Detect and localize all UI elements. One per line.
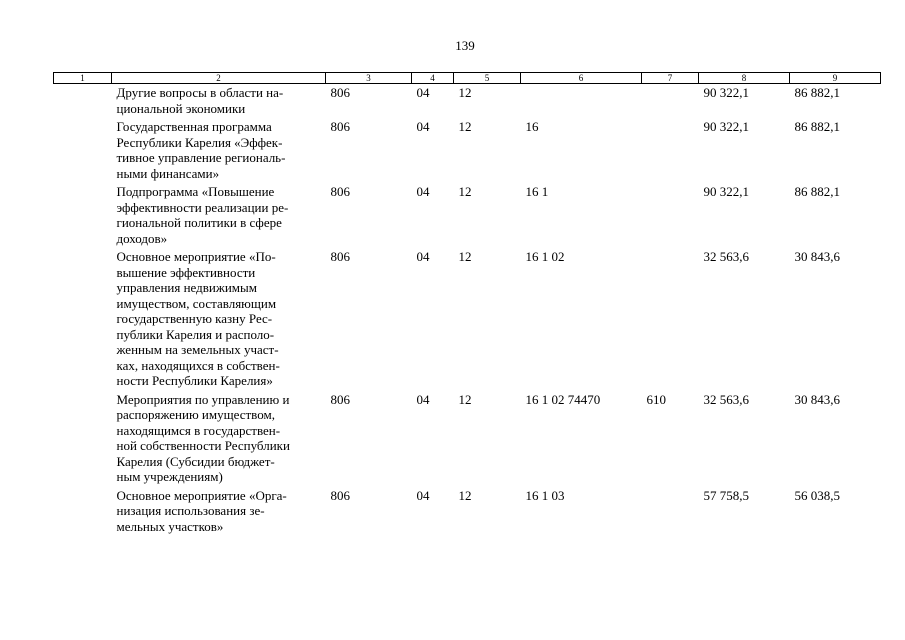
item-name-cell — [112, 487, 326, 537]
table-row — [54, 118, 881, 183]
subsection-code-cell: 12 — [458, 85, 472, 100]
section-code-cell: 04 — [416, 184, 430, 199]
expense-type-cell — [642, 118, 699, 183]
item-name-line: Мероприятия по управлению и — [116, 391, 290, 407]
item-name-line: мельных участков» — [116, 518, 224, 534]
section-code-cell: 04 — [416, 391, 430, 407]
item-name-line: публики Карелия и располо- — [116, 326, 275, 342]
item-name-line: доходов» — [116, 230, 168, 246]
amount-column-9-cell: 30 843,6 — [794, 249, 840, 264]
item-name-line: ным учреждениям) — [116, 469, 223, 484]
target-article-cell: 16 — [525, 119, 539, 134]
subsection-code-cell: 12 — [458, 487, 472, 503]
amount-column-8-cell: 32 563,6 — [703, 249, 749, 264]
column-number-1: 1 — [54, 73, 112, 84]
item-name-line: ными финансами» — [116, 165, 220, 181]
budget-table — [53, 72, 881, 536]
item-name-line: ной собственности Республики — [116, 438, 290, 453]
expense-type-cell — [642, 183, 699, 248]
administrator-code-cell: 806 — [330, 85, 350, 100]
administrator-code-cell: 806 — [330, 487, 350, 503]
table-row — [54, 84, 881, 119]
amount-column-8-cell: 57 758,5 — [703, 487, 749, 503]
amount-column-8-cell: 90 322,1 — [703, 119, 749, 134]
row-number-cell — [54, 248, 112, 391]
item-name-line: гиональной политики в сфере — [116, 215, 282, 230]
table-row — [54, 391, 881, 487]
column-number-6: 6 — [521, 73, 642, 84]
item-name-line: ности Республики Карелия» — [116, 373, 273, 388]
item-name-line: женным на земельных участ- — [116, 342, 279, 357]
amount-column-8-cell: 32 563,6 — [703, 391, 749, 407]
column-number-9: 9 — [790, 73, 881, 84]
page-number: 139 — [455, 38, 475, 53]
target-article-cell — [521, 84, 642, 119]
row-number-cell — [54, 84, 112, 119]
row-number-cell — [54, 118, 112, 183]
item-name-line: Другие вопросы в области на- — [116, 85, 284, 100]
target-article-cell: 16 1 — [525, 184, 549, 199]
amount-column-8-cell: 90 322,1 — [703, 85, 749, 100]
column-number-2: 2 — [112, 73, 326, 84]
item-name-line: низация использования зе- — [116, 503, 265, 518]
table-row — [54, 183, 881, 248]
column-number-3: 3 — [326, 73, 412, 84]
section-code-cell: 04 — [416, 487, 430, 503]
subsection-code-cell: 12 — [458, 119, 472, 134]
item-name-line: Государственная программа — [116, 119, 272, 134]
item-name-line: находящимся в государствен- — [116, 422, 281, 438]
item-name-cell — [112, 84, 326, 119]
item-name-line: Основное мероприятие «Орга- — [116, 487, 287, 503]
item-name-cell — [112, 391, 326, 487]
expense-type-cell — [642, 487, 699, 537]
column-number-7: 7 — [642, 73, 699, 84]
subsection-code-cell: 12 — [458, 184, 472, 199]
section-code-cell: 04 — [416, 85, 430, 100]
item-name-cell — [112, 183, 326, 248]
row-number-cell — [54, 183, 112, 248]
item-name-line: ках, находящихся в собствен- — [116, 357, 280, 373]
item-name-line: эффективности реализации ре- — [116, 199, 289, 215]
item-name-line: Подпрограмма «Повышение — [116, 184, 275, 199]
table-row — [54, 248, 881, 391]
item-name-cell — [112, 248, 326, 391]
item-name-line: Основное мероприятие «По- — [116, 249, 276, 264]
administrator-code-cell: 806 — [330, 391, 350, 407]
item-name-line: имуществом, составляющим — [116, 295, 277, 311]
section-code-cell: 04 — [416, 249, 430, 264]
item-name-line: Республики Карелия «Эффек- — [116, 134, 283, 150]
item-name-line: тивное управление региональ- — [116, 150, 286, 165]
amount-column-9-cell: 86 882,1 — [794, 85, 840, 100]
item-name-line: распоряжению имуществом, — [116, 407, 275, 422]
column-number-4: 4 — [412, 73, 454, 84]
item-name-line: управления недвижимым — [116, 280, 257, 295]
administrator-code-cell: 806 — [330, 249, 350, 264]
header-row — [54, 73, 881, 84]
amount-column-9-cell: 86 882,1 — [794, 184, 840, 199]
column-number-5: 5 — [454, 73, 521, 84]
table-row — [54, 487, 881, 537]
expense-type-cell — [642, 248, 699, 391]
row-number-cell — [54, 391, 112, 487]
administrator-code-cell: 806 — [330, 119, 350, 134]
amount-column-9-cell: 30 843,6 — [794, 391, 840, 407]
amount-column-9-cell: 86 882,1 — [794, 119, 840, 134]
item-name-cell — [112, 118, 326, 183]
table-header — [54, 73, 881, 84]
row-number-cell — [54, 487, 112, 537]
subsection-code-cell: 12 — [458, 391, 472, 407]
section-code-cell: 04 — [416, 119, 430, 134]
item-name-line: Карелия (Субсидии бюджет- — [116, 453, 275, 469]
item-name-line: вышение эффективности — [116, 264, 256, 280]
target-article-cell: 16 1 03 — [525, 487, 565, 503]
subsection-code-cell: 12 — [458, 249, 472, 264]
target-article-cell: 16 1 02 74470 — [525, 391, 601, 407]
amount-column-8-cell: 90 322,1 — [703, 184, 749, 199]
expense-type-cell: 610 — [646, 391, 666, 407]
table-body — [54, 84, 881, 537]
column-number-8: 8 — [699, 73, 790, 84]
expense-type-cell — [642, 84, 699, 119]
administrator-code-cell: 806 — [330, 184, 350, 199]
amount-column-9-cell: 56 038,5 — [794, 487, 840, 503]
item-name-line: циональной экономики — [116, 100, 246, 116]
item-name-line: государственную казну Рес- — [116, 311, 273, 326]
target-article-cell: 16 1 02 — [525, 249, 565, 264]
